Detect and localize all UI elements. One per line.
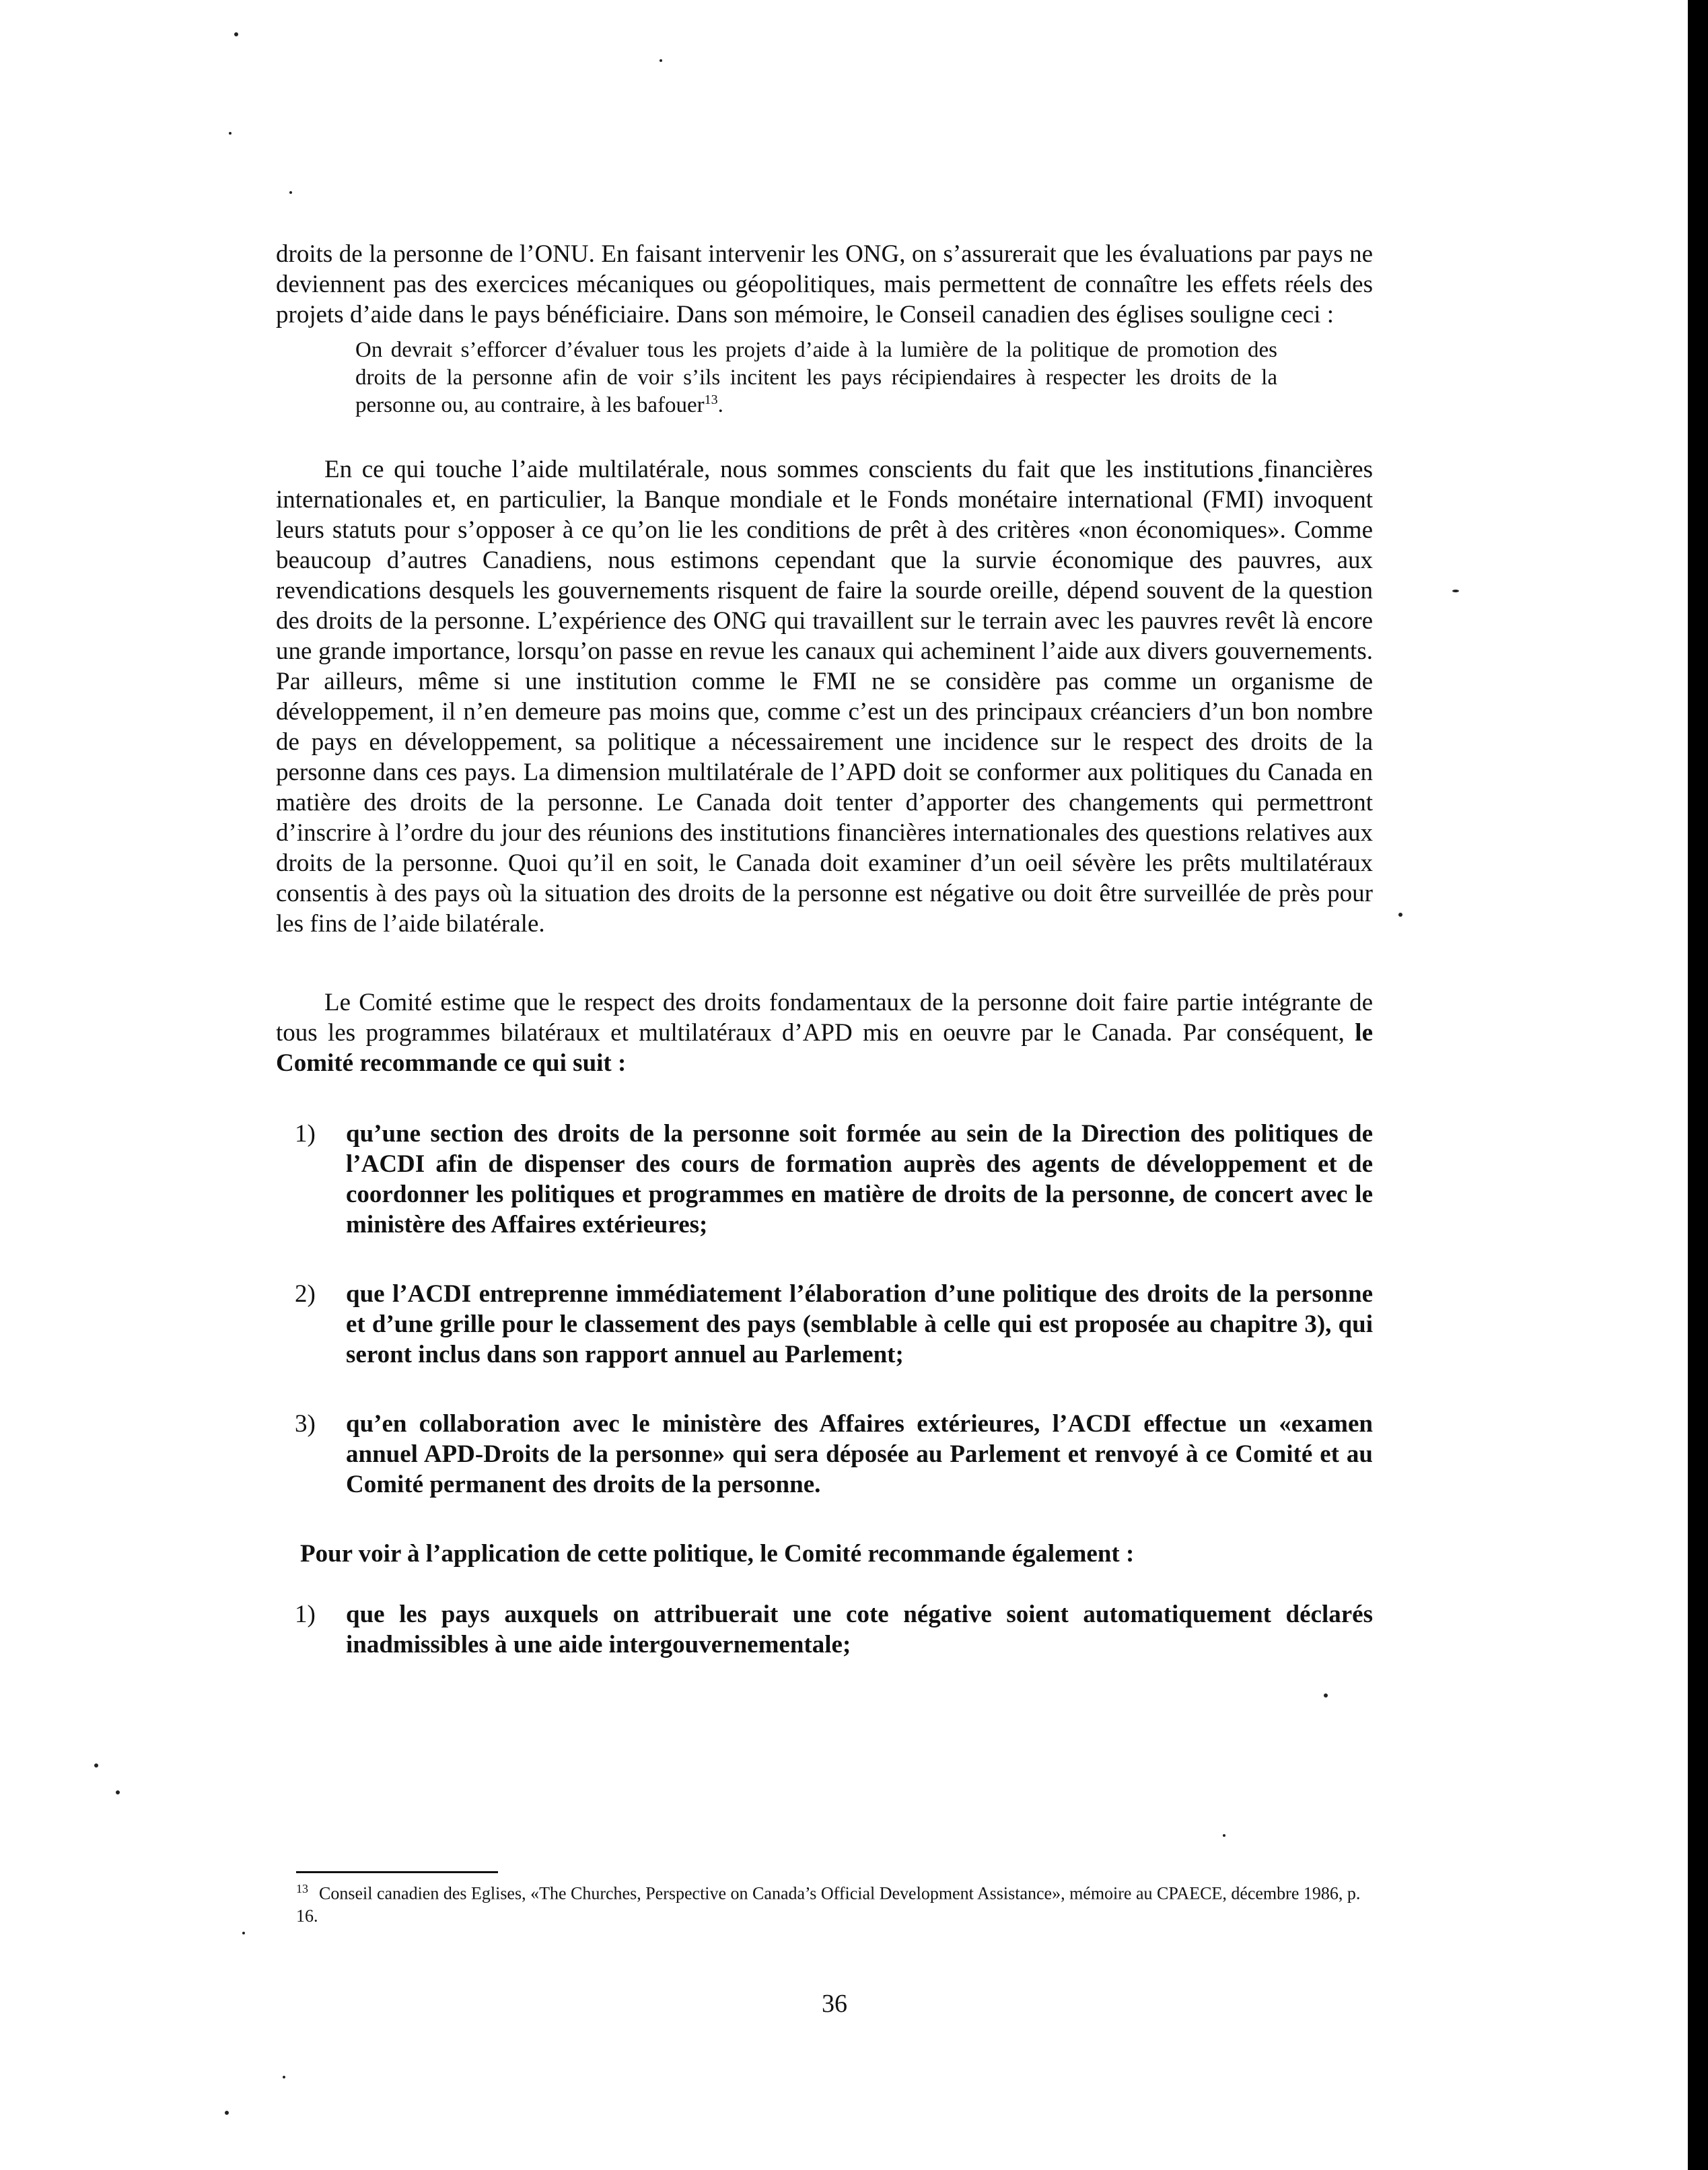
scan-speck [229,132,232,135]
scan-speck [660,59,662,62]
scan-speck [242,1932,245,1934]
scan-speck [234,32,238,36]
block-quote [355,337,1277,419]
footnote-rule [296,1871,498,1873]
recommendation-item [276,1599,1373,1660]
scan-speck [1223,1834,1225,1837]
committee-paragraph [276,987,1373,1078]
second-recommendations-list [276,1599,1373,1660]
recommendation-number: 1) [295,1120,316,1148]
recommendation-text: que les pays auxquels on attribuerait une cote négative soient automatiquement déclarés inadmissibles à une aide intergouvernementale; [346,1601,1373,1658]
footnote-reference: 13 [704,392,718,407]
committee-paragraph-text: Le Comité estime que le respect des droits fondamentaux de la personne doit faire partie intégrante de tous les programmes bilatéraux et multilatéraux d’APD mis en oeuvre par le Canada. Par conséquent, [276,989,1373,1047]
scan-speck [225,2111,229,2115]
recommendation-text: qu’en collaboration avec le ministère des Affaires extérieures, l’ACDI effectue un «examen annuel APD-Droits de la personne» qui sera déposée au Parlement et renvoyé à ce Comité et au Comité permanent des droits de la personne. [346,1410,1373,1498]
recommendation-text: que l’ACDI entreprenne immédiatement l’élaboration d’une politique des droits de la personne et d’une grille pour le classement des pays (semblable à celle qui est proposée au chapitre 3), qui seront inclus dans son rapport annuel au Parlement; [346,1280,1373,1368]
recommendation-number: 2) [295,1280,316,1308]
second-recommendation-heading: Pour voir à l’application de cette politique, le Comité recommande également : [300,1540,1135,1568]
scan-speck [1398,913,1402,917]
recommendation-text: qu’une section des droits de la personne soit formée au sein de la Direction des politiques de l’ACDI afin de dispenser des cours de formation auprès des agents de développement et de coordonner les politiques et programmes en matière de droits de la personne, de concert avec le ministère des Affaires extérieures; [346,1120,1373,1238]
multilateral-paragraph: En ce qui touche l’aide multilatérale, nous sommes conscients du fait que les institutions financières internationales et, en particulier, la Banque mondiale et le Fonds monétaire international (FMI) invoquent leurs statuts pour s’opposer à ce qu’on lie les conditions de prêt à des critères «non économiques». Comme beaucoup d’autres Canadiens, nous estimons cependant que la survie économique des pauvres, aux revendications desquels les gouvernements risquent de faire la sourde oreille, dépend souvent de la question des droits de la personne. L’expérience des ONG qui travaillent sur le terrain avec les pauvres revêt là encore une grande importance, lorsqu’on passe en revue les canaux qui acheminent l’aide aux divers gouvernements. Par ailleurs, même si une institution comme le FMI ne se considère pas comme un organisme de développement, il n’en demeure pas moins que, comme c’est un des principaux créanciers d’un bon nombre de pays en développement, sa politique a nécessairement une incidence sur le respect des droits de la personne dans ces pays. La dimension multilatérale de l’APD doit se conformer aux politiques du Canada en matière des droits de la personne. Le Canada doit tenter d’apporter des changements qui permettront d’inscrire à l’ordre du jour des réunions des institutions financières internationales des questions relatives aux droits de la personne. Quoi qu’il en soit, le Canada doit examiner d’un oeil sévère les prêts multilatéraux consentis à des pays où la situation des droits de la personne est négative ou doit être surveillée de près pour les fins de l’aide bilatérale. [276,456,1373,938]
recommendations-list [276,1119,1373,1500]
quote-end: . [717,393,723,417]
scan-border [1688,0,1708,2170]
scan-speck [94,1763,98,1768]
recommendation-item [276,1119,1373,1240]
recommendation-item [276,1279,1373,1370]
recommendation-number: 3) [295,1410,316,1438]
document-body [276,239,1373,1699]
recommendation-item [276,1409,1373,1500]
scan-speck [289,191,292,194]
opening-paragraph: droits de la personne de l’ONU. En faisant intervenir les ONG, on s’assurerait que les évaluations par pays ne deviennent pas des exercices mécaniques ou géopolitiques, mais permettent de connaître les effets réels des projets d’aide dans le pays bénéficiaire. Dans son mémoire, le Conseil canadien des églises souligne ceci : [276,240,1373,328]
footnote-marker: 13 [296,1882,308,1895]
scan-speck [283,2076,285,2078]
footnote [296,1878,1366,1927]
recommendation-number: 1) [295,1601,316,1628]
scan-speck [1452,590,1459,592]
quote-text: On devrait s’efforcer d’évaluer tous les projets d’aide à la lumière de la politique de promotion des droits de la personne afin de voir s’ils incitent les pays récipiendaires à respecter les droits de la personne ou, au contraire, à les bafouer [355,338,1277,417]
committee-recommendation-lead: le Comité recommande ce qui suit : [276,1019,1373,1077]
page-number: 36 [822,1990,847,2018]
footnote-text: Conseil canadien des Eglises, «The Churches, Perspective on Canada’s Official Development Assistance», mémoire au CPAECE, décembre 1986, p. 16. [296,1883,1361,1926]
scan-speck [116,1790,120,1794]
